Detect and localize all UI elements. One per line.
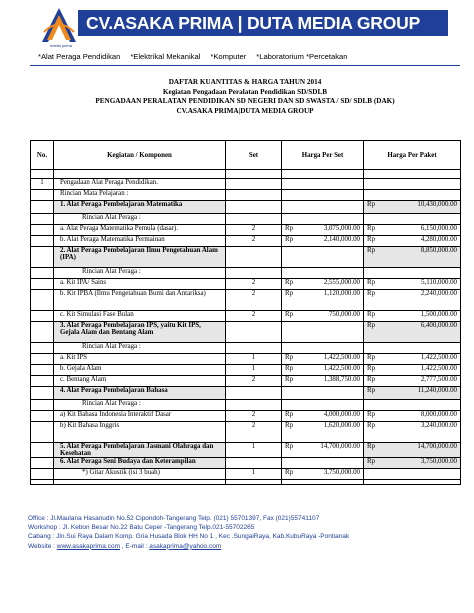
col-header-kegiatan: Kegiatan / Komponen	[54, 141, 226, 170]
row-number	[31, 400, 54, 411]
row-harga-set	[282, 290, 364, 311]
email-label: , E-mail :	[120, 542, 150, 550]
footer-office: Office : Jl.Maulana Hasanudin No.52 Cipondoh-Tangerang Telp. (021) 55701397, Fax (021)55741107	[28, 515, 320, 522]
amount-value: 1,422,500.00	[420, 354, 457, 361]
table-row	[31, 469, 461, 480]
table-row	[31, 279, 461, 290]
table-header-row	[31, 141, 461, 170]
row-harga-set	[282, 279, 364, 290]
row-number	[31, 458, 54, 469]
row-number	[31, 236, 54, 247]
harga-paket-amount	[367, 422, 457, 429]
row-harga-paket	[364, 354, 461, 365]
row-harga-set	[282, 236, 364, 247]
row-harga-paket	[364, 214, 461, 225]
row-description: Rincian Alat Peraga :	[54, 214, 226, 225]
row-harga-set	[282, 387, 364, 400]
doc-title: DAFTAR KUANTITAS & HARGA TAHUN 2014	[168, 78, 322, 86]
row-set	[226, 179, 282, 190]
row-harga-paket	[364, 225, 461, 236]
table-row	[31, 268, 461, 279]
harga-paket-amount	[367, 411, 457, 418]
harga-paket-amount	[367, 458, 457, 465]
row-harga-paket	[364, 311, 461, 322]
row-harga-paket	[364, 387, 461, 400]
row-set: 1	[226, 469, 282, 480]
harga-paket-amount	[367, 376, 457, 383]
currency-label: Rp	[285, 290, 294, 297]
row-harga-paket	[364, 443, 461, 458]
table-row	[31, 290, 461, 311]
row-set	[226, 387, 282, 400]
row-number	[31, 411, 54, 422]
row-harga-set	[282, 247, 364, 268]
amount-value: 2,140,000.00	[323, 236, 360, 243]
table-row	[31, 376, 461, 387]
row-set: 2	[226, 279, 282, 290]
spacer-row	[31, 170, 461, 179]
row-number	[31, 469, 54, 480]
table-row	[31, 422, 461, 443]
row-set: 2	[226, 236, 282, 247]
harga-paket-amount	[367, 201, 457, 208]
harga-set-amount	[285, 376, 360, 383]
row-description: c. Bentang Alam	[54, 376, 226, 387]
row-number	[31, 387, 54, 400]
harga-paket-amount	[367, 354, 457, 361]
row-harga-paket	[364, 365, 461, 376]
amount-value: 1,422,500.00	[323, 354, 360, 361]
currency-label: Rp	[285, 311, 294, 318]
table-row	[31, 311, 461, 322]
row-description: c. Kit Simulasi Fase Bulan	[54, 311, 226, 322]
amount-value: 1,422,500.00	[420, 365, 457, 372]
amount-value: 1,500,000.00	[420, 311, 457, 318]
row-set: 1	[226, 443, 282, 458]
amount-value: 750,000.00	[328, 311, 360, 318]
col-header-harga-set: Harga Per Set	[282, 141, 364, 170]
harga-paket-amount	[367, 311, 457, 318]
row-set	[226, 343, 282, 354]
harga-set-amount	[285, 443, 360, 450]
table-row	[31, 190, 461, 201]
row-harga-paket	[364, 411, 461, 422]
harga-set-amount	[285, 311, 360, 318]
spacer-cell	[54, 170, 226, 179]
row-description: Rincian Alat Peraga :	[54, 268, 226, 279]
currency-label: Rp	[285, 236, 294, 243]
row-harga-set	[282, 400, 364, 411]
harga-paket-amount	[367, 387, 457, 394]
row-description: b. Gejala Alam	[54, 365, 226, 376]
row-set: 1	[226, 354, 282, 365]
currency-label: Rp	[285, 365, 294, 372]
amount-value: 1,620,000.00	[323, 422, 360, 429]
doc-subtitle: Kegiatan Pengadaan Peralatan Pendidikan SD/SDLB	[162, 87, 328, 96]
harga-paket-amount	[367, 225, 457, 232]
currency-label: Rp	[285, 443, 294, 450]
harga-set-amount	[285, 354, 360, 361]
currency-label: Rp	[367, 387, 376, 394]
harga-set-amount	[285, 422, 360, 429]
table-row	[31, 179, 461, 190]
row-harga-set	[282, 214, 364, 225]
row-set: 2	[226, 225, 282, 236]
footer-cabang: Cabang : Jln.Sui Raya Dalam Komp. Gria Husada Blok HH No 1 , Kec .SungaiRaya, Kab.KubuRaya -Pontianak	[28, 533, 350, 541]
table-row	[31, 365, 461, 376]
row-set	[226, 190, 282, 201]
row-description: 6. Alat Peraga Seni Budaya dan Keterampilan	[54, 458, 226, 469]
harga-paket-amount	[367, 322, 457, 329]
row-harga-set	[282, 225, 364, 236]
service-item: *Komputer	[210, 52, 247, 61]
amount-value: 8,000,000.00	[420, 411, 457, 418]
service-item: *Alat Peraga Pendidikan	[38, 52, 121, 61]
row-description: *) Gitar Akustik (isi 3 buah)	[54, 469, 226, 480]
table-row	[31, 322, 461, 343]
row-number	[31, 225, 54, 236]
row-harga-set	[282, 365, 364, 376]
currency-label: Rp	[285, 469, 294, 476]
row-number	[31, 268, 54, 279]
closing-row	[31, 480, 461, 485]
amount-value: 8,850,000.00	[420, 247, 457, 254]
row-harga-set	[282, 268, 364, 279]
row-set	[226, 268, 282, 279]
amount-value: 11,240,000.00	[417, 387, 457, 394]
row-set: 1	[226, 365, 282, 376]
harga-set-amount	[285, 236, 360, 243]
table-row	[31, 214, 461, 225]
row-number	[31, 422, 54, 443]
currency-label: Rp	[367, 322, 376, 329]
header-divider	[30, 65, 460, 66]
row-description: Rincian Mata Pelajaran :	[54, 190, 226, 201]
row-harga-set	[282, 376, 364, 387]
row-harga-paket	[364, 343, 461, 354]
table-row	[31, 400, 461, 411]
currency-label: Rp	[367, 422, 376, 429]
row-set: 2	[226, 411, 282, 422]
row-harga-paket	[364, 322, 461, 343]
col-header-set: Set	[226, 141, 282, 170]
row-harga-set	[282, 422, 364, 443]
harga-paket-amount	[367, 365, 457, 372]
footer-contacts	[28, 514, 468, 551]
table-row	[31, 443, 461, 458]
row-harga-paket	[364, 268, 461, 279]
row-set	[226, 214, 282, 225]
row-set	[226, 458, 282, 469]
amount-value: 2,777,500.00	[420, 376, 457, 383]
row-harga-set	[282, 343, 364, 354]
currency-label: Rp	[285, 354, 294, 361]
row-harga-paket	[364, 247, 461, 268]
row-harga-paket	[364, 179, 461, 190]
currency-label: Rp	[285, 225, 294, 232]
row-number	[31, 247, 54, 268]
services-line	[38, 52, 458, 63]
currency-label: Rp	[367, 247, 376, 254]
row-number	[31, 376, 54, 387]
closing-cell	[54, 480, 226, 485]
row-number	[31, 443, 54, 458]
row-description: a. Kit IPA/ Sains	[54, 279, 226, 290]
footer-workshop: Workshop : Jl. Kebon Besar No.22 Batu Ceper -Tangerang Telp.021-55702265	[28, 524, 255, 532]
amount-value: 5,110,000.00	[421, 279, 457, 286]
row-set	[226, 400, 282, 411]
row-description: b. Kit IPBA (Ilmu Pengetahuan Bumi dan Antariksa)	[54, 290, 226, 311]
row-description: 5. Alat Peraga Pembelajaran Jasmani Olahraga dan Kesehatan	[54, 443, 226, 458]
row-description: 2. Alat Peraga Pembelajaran Ilmu Pengetahuan Alam (IPA)	[54, 247, 226, 268]
harga-set-amount	[285, 225, 360, 232]
table-row	[31, 458, 461, 469]
row-harga-paket	[364, 469, 461, 480]
amount-value: 3,750,000.00	[323, 469, 360, 476]
harga-paket-amount	[367, 443, 457, 450]
currency-label: Rp	[367, 225, 376, 232]
harga-set-amount	[285, 365, 360, 372]
table-row	[31, 225, 461, 236]
doc-subtitle: CV.ASAKA PRIMA|DUTA MEDIA GROUP	[176, 106, 314, 115]
currency-label: Rp	[285, 411, 294, 418]
row-harga-paket	[364, 190, 461, 201]
currency-label: Rp	[285, 376, 294, 383]
spacer-cell	[226, 170, 282, 179]
website-link[interactable]: www.asakaprima.com	[56, 542, 120, 550]
currency-label: Rp	[367, 311, 376, 318]
row-set	[226, 201, 282, 214]
closing-cell	[31, 480, 54, 485]
row-harga-set	[282, 443, 364, 458]
row-set: 2	[226, 311, 282, 322]
table-row	[31, 236, 461, 247]
amount-value: 2,555,000.00	[323, 279, 360, 286]
harga-set-amount	[285, 469, 360, 476]
row-description: b. Alat Peraga Matematika Permainan	[54, 236, 226, 247]
spacer-cell	[31, 170, 54, 179]
price-table	[30, 140, 461, 485]
row-set	[226, 322, 282, 343]
row-harga-set	[282, 458, 364, 469]
table-row	[31, 387, 461, 400]
row-set: 2	[226, 290, 282, 311]
row-description: 3. Alat Peraga Pembelajaran IPS, yaitu Kit IPS, Gejala Alam dan Bentang Alam	[54, 322, 226, 343]
row-number	[31, 354, 54, 365]
currency-label: Rp	[367, 376, 376, 383]
currency-label: Rp	[367, 443, 376, 450]
amount-value: 3,075,000.00	[323, 225, 360, 232]
currency-label: Rp	[367, 354, 376, 361]
row-number	[31, 214, 54, 225]
row-set	[226, 247, 282, 268]
harga-set-amount	[285, 290, 360, 297]
row-description: 1. Alat Peraga Pembelajaran Matematika	[54, 201, 226, 214]
amount-value: 1,120,000.00	[323, 290, 360, 297]
row-number	[31, 190, 54, 201]
row-description: a. Kit IPS	[54, 354, 226, 365]
row-harga-paket	[364, 236, 461, 247]
amount-value: 2,240,000.00	[420, 290, 457, 297]
logo-subtext: media prima	[49, 43, 72, 48]
row-number	[31, 365, 54, 376]
website-label: Website :	[28, 542, 57, 550]
row-number	[31, 290, 54, 311]
currency-label: Rp	[367, 236, 376, 243]
row-set: 2	[226, 422, 282, 443]
col-header-no: No.	[31, 141, 54, 170]
row-harga-set	[282, 190, 364, 201]
row-harga-paket	[364, 201, 461, 214]
row-harga-paket	[364, 422, 461, 443]
amount-value: 14,700,000.00	[320, 443, 360, 450]
letterhead	[0, 0, 474, 52]
email-link[interactable]: asakaprima@yahoo.com	[149, 542, 222, 550]
service-item: *Elektrikal Mekanikal	[130, 52, 201, 61]
footer-web-line	[28, 542, 468, 551]
harga-paket-amount	[367, 279, 457, 286]
amount-value: 1,388,750.00	[323, 376, 360, 383]
harga-set-amount	[285, 279, 360, 286]
currency-label: Rp	[367, 365, 376, 372]
spacer-cell	[282, 170, 364, 179]
doc-subtitle: PENGADAAN PERALATAN PENDIDIKAN SD NEGERI DAN SD SWASTA / SD/ SDLB (DAK)	[95, 97, 395, 106]
row-harga-set	[282, 354, 364, 365]
row-harga-paket	[364, 458, 461, 469]
currency-label: Rp	[285, 279, 294, 286]
row-harga-set	[282, 322, 364, 343]
harga-paket-amount	[367, 290, 457, 297]
row-number: 1	[31, 179, 54, 190]
document-titles	[30, 78, 460, 116]
amount-value: 4,280,000.00	[420, 236, 457, 243]
company-banner: CV.ASAKA PRIMA | DUTA MEDIA GROUP	[78, 10, 448, 36]
amount-value: 3,750,000.00	[420, 458, 457, 465]
harga-paket-amount	[367, 247, 457, 254]
row-harga-paket	[364, 376, 461, 387]
currency-label: Rp	[367, 458, 376, 465]
amount-value: 14,700,000.00	[417, 443, 457, 450]
amount-value: 6,150,000.00	[420, 225, 457, 232]
row-description: a. Alat Peraga Matematika Pemula (dasar).	[54, 225, 226, 236]
currency-label: Rp	[367, 290, 376, 297]
amount-value: 10,430,000.00	[417, 201, 457, 208]
row-description: Rincian Alat Peraga :	[54, 343, 226, 354]
row-harga-paket	[364, 279, 461, 290]
table-row	[31, 247, 461, 268]
row-number	[31, 322, 54, 343]
row-harga-paket	[364, 290, 461, 311]
row-harga-set	[282, 411, 364, 422]
closing-cell	[364, 480, 461, 485]
row-description: Pengadaan Alat Peraga Pendidikan.	[54, 179, 226, 190]
row-harga-set	[282, 201, 364, 214]
amount-value: 4,000,000.00	[323, 411, 360, 418]
currency-label: Rp	[285, 422, 294, 429]
amount-value: 3,240,000.00	[420, 422, 457, 429]
row-number	[31, 201, 54, 214]
table-row	[31, 354, 461, 365]
currency-label: Rp	[367, 201, 376, 208]
spacer-cell	[364, 170, 461, 179]
col-header-harga-paket: Harga Per Paket	[364, 141, 461, 170]
row-harga-paket	[364, 400, 461, 411]
company-logo	[40, 5, 78, 45]
row-number	[31, 343, 54, 354]
currency-label: Rp	[367, 411, 376, 418]
table-row	[31, 201, 461, 214]
row-harga-set	[282, 469, 364, 480]
row-description: 4. Alat Peraga Pembelajaran Bahasa	[54, 387, 226, 400]
harga-set-amount	[285, 411, 360, 418]
currency-label: Rp	[367, 279, 376, 286]
row-description: Rincian Alat Peraga :	[54, 400, 226, 411]
amount-value: 6,400,000.00	[420, 322, 457, 329]
harga-paket-amount	[367, 236, 457, 243]
row-number	[31, 279, 54, 290]
closing-cell	[226, 480, 282, 485]
row-description: b) Kit Bahasa Inggris	[54, 422, 226, 443]
amount-value: 1,422,500.00	[323, 365, 360, 372]
row-harga-set	[282, 311, 364, 322]
row-number	[31, 311, 54, 322]
service-item: *Laboratorium *Percetakan	[256, 52, 348, 61]
table-row	[31, 411, 461, 422]
closing-cell	[282, 480, 364, 485]
table-row	[31, 343, 461, 354]
row-description: a) Kit Bahasa Indonesia Interaktif Dasar	[54, 411, 226, 422]
row-set: 2	[226, 376, 282, 387]
row-harga-set	[282, 179, 364, 190]
